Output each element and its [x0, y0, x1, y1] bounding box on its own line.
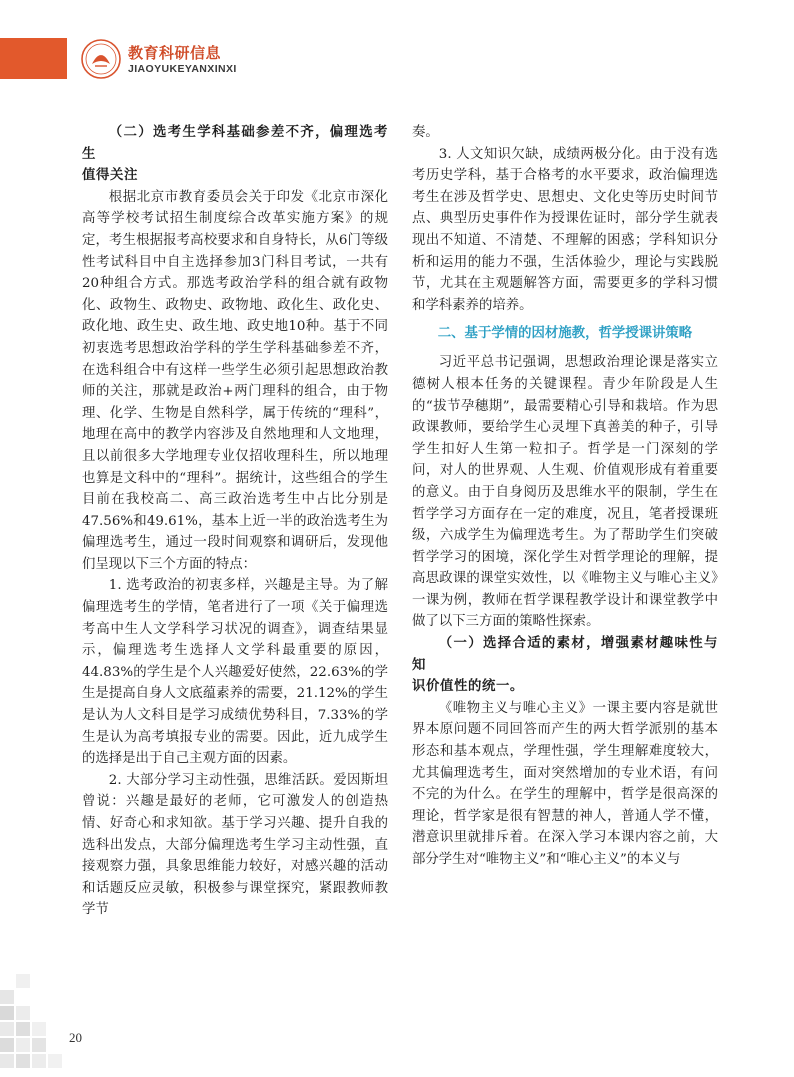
page-number: 20	[69, 1030, 82, 1045]
header-accent-bar	[0, 38, 67, 79]
paragraph-continuation: 奏。	[412, 125, 439, 140]
subsection-heading-line2: 识价值性的统一。	[412, 678, 524, 695]
paragraph: 《唯物主义与唯心主义》一课主要内容是就世界本原问题不同回答而产生的两大哲学派别的基本形态和基本观点，学理性强，学生理解难度较大，尤其偏理选考生，面对突然增加的专业术语，有问不完的为什么。在学生的理解中，哲学是很高深的理论，哲学家是很有智慧的神人，普通人学不懂，潜意识里就排斥着。在深入学习本课内容之前，大部分学生对“唯物主义”和“唯心主义”的本义与	[412, 700, 718, 867]
section-heading: 二、基于学情的因材施教，哲学授课讲策略	[437, 326, 693, 342]
paragraph: 2. 大部分学习主动性强，思维活跃。爱因斯坦曾说：兴趣是最好的老师，它可激发人的创造热情、好奇心和求知欲。基于学习兴趣、提升自我的选科出发点，大部分偏理选考生学习主动性强，直接观察力强，具象思维能力较好，对感兴趣的活动和话题反应灵敏，积极参与课堂探究，紧跟教师教学节	[82, 772, 388, 918]
paragraph: 3. 人文知识欠缺，成绩两极分化。由于没有选考历史学科，基于合格考的水平要求，政治偏理选考生在涉及哲学史、思想史、文化史等历史时间节点、典型历史事件作为授课佐证时，部分学生就表现出不知道、不清楚、不理解的困惑；学科知识分析和运用的能力不强，生活体验少，理论与实践脱节，尤其在主观题解答方面，需要更多的学科习惯和学科素养的培养。	[412, 146, 718, 313]
subsection-heading-line1: （二）选考生学科基础参差不齐，偏理选考生	[82, 124, 388, 162]
journal-title: 教育科研信息	[128, 44, 222, 62]
subsection-heading-line2: 值得关注	[82, 167, 138, 184]
subsection-heading-line1: （一）选择合适的素材，增强素材趣味性与知	[412, 635, 718, 673]
journal-subtitle: JIAOYUKEYANXINXI	[128, 63, 237, 75]
paragraph: 1. 选考政治的初衷多样，兴趣是主导。为了解偏理选考生的学情，笔者进行了一项《关于偏理选考高中生人文学科学习状况的调查》，调查结果显示，偏理选考生选择人文学科最重要的原因，44.83%的学生是个人兴趣爱好使然，22.63%的学生是提高自身人文底蕴素养的需要，21.12%的学生是认为人文科目是学习成绩优势科目，7.33%的学生是认为高考填报专业的需要。因此，近九成学生的选择是出于自己主观方面的因素。	[82, 578, 388, 767]
paragraph: 习近平总书记强调，思想政治理论课是落实立德树人根本任务的关键课程。青少年阶段是人生的“拔节孕穗期”，最需要精心引导和栽培。作为思政课教师，要给学生心灵埋下真善美的种子，引导学生扣好人生第一粒扣子。哲学是一门深刻的学问，对人的世界观、人生观、价值观形成有着重要的意义。由于自身阅历及思维水平的限制，学生在哲学学习方面存在一定的难度，况且，笔者授课班级，六成学生为偏理选考生。为了帮助学生们突破哲学学习的困境，深化学生对哲学理论的理解，提高思政课的课堂实效性，以《唯物主义与唯心主义》一课为例，教师在哲学课程教学设计和课堂教学中做了以下三方面的策略性探索。	[412, 355, 718, 630]
paragraph: 根据北京市教育委员会关于印发《北京市深化高等学校考试招生制度综合改革实施方案》的规定，考生根据报考高校要求和自身特长，从6门等级性考试科目中自主选择参加3门科目考试，一共有20种组合方式。那选考政治学科的组合就有政物化、政物生、政物史、政物地、政化生、政化史、政化地、政生史、政生地、政史地10种。基于不同初衷选考思想政治学科的学生学科基础参差不齐，在选科组合中有这样一些学生必须引起思想政治教师的关注，那就是政治+两门理科的组合，由于物理、化学、生物是自然科学，属于传统的“理科”，地理在高中的教学内容涉及自然地理和人文地理，且以前很多大学地理专业仅招收理科生，所以地理也算是文科中的“理科”。据统计，这些组合的学生目前在我校高二、高三政治选考生中占比分别是47.56%和49.61%，基本上近一半的政治选考生为偏理选考生，通过一段时间观察和调研后，发现他们呈现以下三个方面的特点：	[82, 189, 388, 572]
right-column	[412, 122, 718, 871]
left-column	[82, 122, 388, 921]
journal-logo-icon	[80, 38, 122, 80]
